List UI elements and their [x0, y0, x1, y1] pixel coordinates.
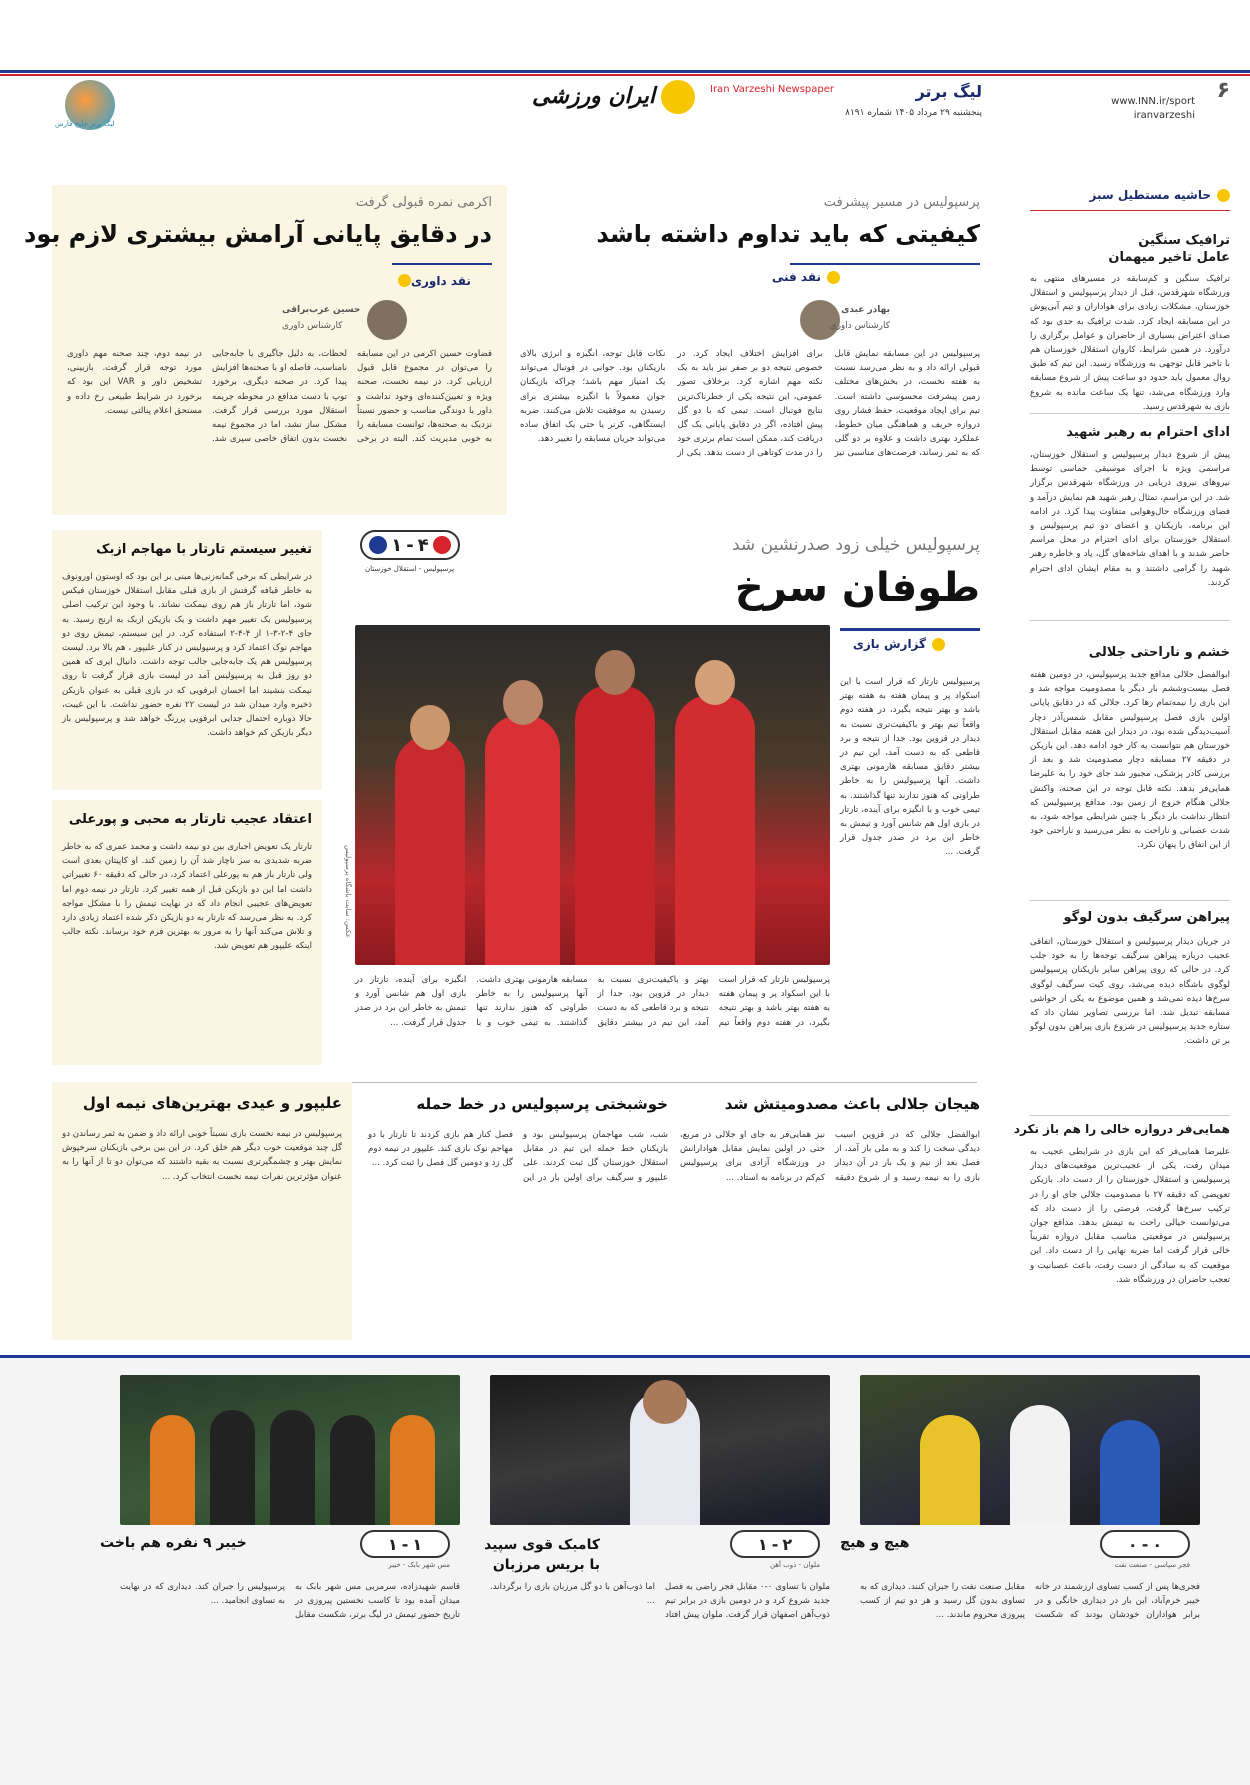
sidebar-label-text: حاشیه مستطیل سبز — [1089, 188, 1211, 202]
match-teams: فجر سپاسی - صنعت نفت — [1114, 1561, 1190, 1569]
sidebar-divider — [1030, 413, 1230, 414]
score-left: ۱ — [757, 1534, 768, 1554]
bottom-article-title: علیپور و عیدی بهترین‌های نیمه اول — [82, 1094, 342, 1112]
header-top-rule — [0, 70, 1250, 73]
match-body: فجری‌ها پس از کسب تساوی ارزشمند در خانه خیبر خرم‌آباد، این بار در دیداری خانگی و در برابر هواداران خودشان بودند که شکست مقابل صنعت نفت را جبران کنند. دیداری که به تساوی بدون گل رسید و هر دو تیم از کسب پیروزی محروم ماندند. ... — [860, 1582, 1200, 1621]
main-story — [330, 525, 980, 1080]
bottom-article-body: پرسپولیس در نیمه نخست بازی نسبتاً خوبی ارائه داد و ضمن به ثمر رساندن دو گل چند موقعیت خوب دیگر هم خلق کرد. در این بین برخی بازیکنان سرخپوش نمایش بهتر و چشمگیرتری نسبت به بقیه داشتند که می‌توان دو تا از آنها را به عنوان مؤثرترین نفرات نیمه نخست انتخاب کرد. ... — [62, 1129, 342, 1182]
score-right: ۱ — [412, 1534, 423, 1554]
article-kicker: پرسپولیس در مسیر پیشرفت — [823, 195, 980, 210]
author-name: بهادر عبدی — [841, 305, 890, 315]
article-label — [772, 270, 840, 284]
article-label-wrap — [392, 270, 471, 289]
bottom-article-title: خوشبختی پرسپولیس در خط حمله — [416, 1095, 668, 1113]
social-handle[interactable]: iranvarzeshi — [1133, 110, 1195, 121]
sidebar-divider — [1030, 1115, 1230, 1116]
main-body-bottom: پرسپولیس تارتار که قرار است با این اسکواد پر و پیمان هفته به هفته بهتر باشد و بهتر نتیجه بگیرد، در هفته دوم واقعاً تیم بهتر و باکیفیت‌تری نسبت به دیدار در قزوین بود. جدا از نتیجه و برد قاطعی که به دست آمد، این تیم در بیشتر دقایق مسابقه هارمونی بهتری داشت. آنها پرسپولیس را به خاطر طراوتی که هنوز ندارند تنها گذاشتند. به تیمی خوب و با انگیزه برای آینده، تارتار در بازی اول هم شانس آورد و تیمش به خاطر این برد در صدر جدول قرار گرفت. ... — [355, 975, 830, 1028]
match-body: ملوان با تساوی ۰-۰ مقابل فجر راضی به فصل جدید شروع کرد و در دومین بازی در برابر تیم ذوب‌آهن اصفهان قرار گرفت. ملوان پیش افتاد اما ذوب‌آهن با دو گل مرزبان بازی را برگرداند. ... — [490, 1582, 830, 1621]
team-crest — [369, 536, 387, 554]
page-number: ۶ — [1216, 78, 1230, 103]
faith-box — [52, 800, 322, 1065]
bottom-article-body: شب، شب مهاجمان پرسپولیس بود و بازیکنان خط حمله این تیم در مقابل استقلال خوزستان گل ثبت کردند. علی علیپور و سرگیف برای اولین بار در این فصل کنار هم بازی کردند تا تارتار با دو مهاجم نوک بازی کند. علیپور در نیمه دوم گل زد و دومین گل فصل را ثبت کرد. ... — [368, 1130, 668, 1183]
sidebar-item-title: خشم و ناراحتی جلالی — [1088, 645, 1230, 660]
main-photo — [355, 625, 830, 965]
match-photo — [120, 1375, 460, 1525]
author-role: کارشناس داوری — [282, 321, 343, 331]
sidebar-item-body: ترافیک سنگین و کم‌سابقه در مسیرهای منتهی به ورزشگاه شهرقدس، قبل از دیدار پرسپولیس و استقلال خوزستان، مشکلات زیادی برای هواداران و تیم آبی‌پوش در این مسابقه ایجاد کرد. شدت ترافیک به حدی بود که صدای اعتراض بسیاری از حاضران و عوامل برگزاری را درآورد. در همین شرایط، کاروان استقلال خوزستان هم با تاخیر قابل توجهی به ورزشگاه رسید. این تیم که طبق روال معمول باید حدود دو ساعت پیش از شروع مسابقه وارد ورزشگاه می‌شد، تنها یک ساعت مانده به شروع بازی به شهرقدس رسید. — [1030, 274, 1230, 412]
player-figure — [485, 715, 560, 965]
player-head — [643, 1380, 687, 1424]
player-head — [595, 650, 635, 695]
label-dot — [827, 271, 840, 284]
sidebar-item-body: پیش از شروع دیدار پرسپولیس و استقلال خوزستان، مراسمی ویژه با اجرای موسیقی حماسی توسط نیروهای نیروی دریایی در ورزشگاه شهرقدس برگزار شد. در این مراسم، تمثال رهبر شهید هم نمایش درآمد و فضای ورزشگاه حال‌وهوایی متفاوت پیدا کرد. در ادامه این برنامه، بازیکنان و اعضای دو تیم پرسپولیس و استقلال خوزستان برای ادای احترام در محل مراسم حاضر شدند و با اهدای شاخه‌های گل، یاد و خاطره رهبر شهید را گرامی داشتند و به مقام ایشان ادای احترام کردند. — [1030, 450, 1230, 588]
article-body: قضاوت حسین اکرمی در این مسابقه را می‌توان در مجموع قابل قبول ارزیابی کرد. در نیمه نخست، صحنه ویژه و تعیین‌کننده‌ای وجود نداشت و داور با دوندگی مناسب و حضور نسبتاً نزدیک به صحنه‌ها، توانست مسابقه را به خوبی مدیریت کند. البته در برخی لحظات، به دلیل جاگیری یا جابه‌جایی نامناسب، فاصله او با صحنه‌ها افزایش پیدا کرد. در صحنه دیگری، برخورد توپ با دست مدافع در محوطه جریمه استقلال مورد بررسی قرار گرفت. مشکل ساز نشد، اما در مجموع نیمه نخست بدون اتفاق خاصی سپری شد. در نیمه دوم، چند صحنه مهم داوری مورد توجه قرار گرفت. بازبینی، تشخیص داور و VAR این بود که برخورد در شرایط طبیعی رخ داده و مستحق اعلام پنالتی نیست. — [67, 349, 492, 445]
sidebar-divider — [1030, 620, 1230, 621]
referee-figure — [270, 1410, 315, 1525]
sponsor-logo — [55, 80, 155, 140]
player-figure — [1100, 1420, 1160, 1525]
match-body: قاسم شهیدزاده، سرمربی مس شهر بابک به میدان آمده بود تا کاسب نخستین پیروزی در تاریخ حضور تیمش در لیگ برتر، شکست مقابل پرسپولیس را جبران کند. دیداری که در نهایت به تساوی انجامید. ... — [120, 1582, 460, 1621]
match-title: کامبک قوی سپید با بریس مرزبان — [484, 1537, 600, 1573]
match-teams: ملوان - ذوب آهن — [769, 1561, 820, 1569]
player-head — [503, 680, 543, 725]
box-body: در شرایطی که برخی گمانه‌زنی‌ها مبنی بر این بود که اوستون اورونوف به خاطر قیافه گرفتش از بازی قبلی مقابل استقلال خوزستان فیکس شود، اما تارتار باز هم روی نیمکت نشاند. با وجود این ترکیب اصلی پرسپولیس یک تغییر مهم داشت و یک بازیکن ازبک به ارنج رسید. به جای ۴-۲-۳-۱ از ۴-۴-۲ استفاده کرد. در این سیستم، تیمش روی دو مهاجم نوک اعتماد کرد و پرسپولیس در کنار علیپور ، هم بالا برد. لیست پرسپولیس هم یک جابه‌جایی جالب توجه داشت. دانیال ایری که همین دو روز قبل به پرسپولیس آمد در لیست بازی قرار گرفت تا روی نیمکت بنشیند اما احسان ابرفویی که در بازی قبلی به عنوان بازیکن ذخیره وارد میدان شد در لیست ۲۲ نفره حضور نداشت. با این غیبت، حالا دوباره احتمال جدایی ابرفویی پررنگ خواهد شد و پرسپولیس باز دیگر بازیکن کم خواهد داشت. — [62, 572, 313, 739]
score-separator: - — [771, 1534, 779, 1554]
author-role: کارشناس داوری — [829, 321, 890, 331]
paper-logo — [530, 80, 695, 120]
sidebar-item-body: در جریان دیدار پرسپولیس و استقلال خوزستان، اتفاقی عجیب درباره پیراهن سرگیف توجه‌ها را به خود جلب کرد. در حالی که روی پیراهن سایر بازیکنان پرسپولیس لوگوی باشگاه دیده می‌شد، روی کیت سرگیف لوگوی سرخ‌ها دیده نمی‌شد و همین موضوع به یکی از حواشی مسابقه تبدیل شد. اما بررسی تصاویر نشان داد که ستاره جدید پرسپولیس در شروع بازی پیراهن بدون لوگو بر تن داشت. — [1030, 937, 1230, 1047]
match-card — [840, 1375, 1200, 1775]
article-kicker: اکرمی نمره قبولی گرفت — [355, 195, 492, 210]
match-photo — [490, 1375, 830, 1525]
main-title: طوفان سرخ — [734, 565, 980, 611]
critic-article-referee — [24, 185, 507, 515]
match-score — [1100, 1530, 1190, 1558]
photo-caption: عکس: سایت باشگاه پرسپولیس — [344, 845, 352, 939]
article-title: کیفیتی که باید تداوم داشته باشد — [596, 220, 980, 248]
match-teams: مس شهر بابک - خیبر — [388, 1561, 450, 1569]
site-link[interactable]: www.INN.ir/sport — [1111, 96, 1195, 107]
score-separator: - — [1141, 1534, 1149, 1554]
logo-sun — [661, 80, 695, 114]
referee-figure — [210, 1410, 255, 1525]
score-separator: - — [401, 1534, 409, 1554]
main-rule — [840, 628, 980, 631]
sidebar — [1013, 180, 1230, 1340]
article-rule — [790, 263, 980, 265]
sidebar-item-title: ادای احترام به رهبر شهید — [1066, 425, 1230, 440]
player-figure — [920, 1415, 980, 1525]
author-avatar — [367, 300, 407, 340]
sidebar-item-body: علیرضا همایی‌فر که این بازی در شرایطی عجیب به میدان رفت، یکی از عجیب‌ترین موقعیت‌های دیدار پرسپولیس و استقلال خوزستان را از دست داد. بازیکن تعویضی که دقیقه ۲۷ با مصدومیت جلالی جای او را در ترکیب سرخ‌ها گرفت، فرصتی را از دست داد که می‌توانست خیالی راحت به تیمش بدهد. مدافع جوان پرسپولیس در موقعیتی مناسب مقابل دروازه تقریباً خالی قرار گرفت اما ضربه نهایی را از دست داد. این موقعیت که به سادگی از دست رفت، باعث عصبانیت و تعجب حاضران در ورزشگاه شد. — [1030, 1147, 1230, 1285]
main-kicker: پرسپولیس خیلی زود صدرنشین شد — [732, 535, 980, 555]
score-right: ۴ — [417, 534, 429, 556]
score-separator: - — [406, 534, 414, 556]
tactic-box — [52, 530, 322, 790]
sidebar-label — [1090, 188, 1231, 202]
match-card — [470, 1375, 830, 1775]
match-title: خیبر ۹ نفره هم باخت — [100, 1535, 247, 1551]
logo-wordmark: ایران ورزشی — [532, 84, 655, 109]
main-score-badge — [360, 530, 460, 560]
score-right: ۰ — [1152, 1534, 1163, 1554]
paper-en-name: Iran Varzeshi Newspaper — [710, 84, 835, 95]
player-figure — [575, 685, 655, 965]
main-label — [853, 637, 945, 651]
match-teams: پرسپولیس - استقلال خوزستان — [365, 565, 455, 573]
sidebar-item-title: پیراهن سرگیف بدون لوگو — [1063, 910, 1230, 925]
player-figure — [675, 695, 755, 965]
bottom-article-body: ابوالفضل جلالی که در قزوین اسیب دیدگی سخت را کند و به ملی باز آمد، از فصل بعد از نیم و یک بار در آن دیدار بازی را به نیمه رسید و از شروع دقیقه نیز همایی‌فر به جای او جلالی در مربع، حتی در اولین نمایش مقابل هوادارانش در ورزشگاه آزادی برای پرسپولیس کم‌کم در برنامه به استاد. ... — [680, 1130, 980, 1183]
match-title: هیچ و هیچ — [840, 1535, 910, 1551]
bottom-article-box — [52, 1082, 352, 1340]
score-left: ۱ — [391, 534, 403, 556]
match-photo — [860, 1375, 1200, 1525]
match-score — [360, 1530, 450, 1558]
team-crest — [433, 536, 451, 554]
article-rule — [392, 263, 492, 265]
box-title: اعتقاد عجیب تارتار به محبی و پورعلی — [68, 812, 312, 827]
player-figure — [1010, 1405, 1070, 1525]
article-label-text: نقد فنی — [771, 270, 821, 284]
label-dot — [398, 274, 411, 287]
label-dot — [932, 638, 945, 651]
score-right: ۲ — [782, 1534, 793, 1554]
article-title: در دقایق پایانی آرامش بیشتری لازم بود — [24, 220, 492, 248]
box-title: تغییر سیستم تارتار با مهاجم ازبک — [96, 542, 312, 557]
referee-figure — [390, 1415, 435, 1525]
header-red-rule — [0, 74, 1250, 76]
sidebar-divider — [1030, 900, 1230, 901]
match-score — [730, 1530, 820, 1558]
sidebar-item-title: ترافیک سنگین عامل تاخیر میهمان — [1108, 233, 1230, 265]
referee-figure — [150, 1415, 195, 1525]
article-label-text: نقد داوری — [411, 274, 471, 288]
score-left: ۰ — [1127, 1534, 1138, 1554]
main-body-col1: پرسپولیس تارتار که قرار است با این اسکواد پر و پیمان هفته به هفته بهتر باشد و بهتر نتیجه بگیرد، در هفته دوم واقعاً تیم بهتر و باکیفیت‌تری نسبت به دیدار در قزوین بود. جدا از نتیجه و برد قاطعی که به دست آمد، این تیم در بیشتر دقایق مسابقه هارمونی بهتری داشت. آنها پرسپولیس را به خاطر طراوتی که هنوز ندارند تنها گذاشتند. به تیمی خوب و با انگیزه برای آینده، تارتار در بازی اول هم شانس آورد و تیمش به خاطر این برد در صدر جدول قرار گرفت. ... — [840, 677, 980, 858]
bottom-article-title: هیجان جلالی باعث مصدومیتش شد — [724, 1095, 980, 1113]
player-head — [695, 660, 735, 705]
author-avatar — [800, 300, 840, 340]
box-body: تارتار یک تعویض اجباری بین دو نیمه داشت و محمد عمری که به خاطر ضربه شدیدی به سر ناچار شد آن را زمین کند. او کاپیتان بعدی است ولی تارتار باز هم به پورعلی اعتماد کرد، در حالی که دقیقه ۶۰ تغییراتی داشت اما این دو بازیکن قبل از همه تغییر کرد. تارتار در نیمه دوم اما تعویض‌های عجیبی انجام داد که در نهایت تیمش را با مشکل مواجه کرد. به نظر می‌رسد که تارتار به دو بازیکن ذکر شده اعتماد زیادی دارد و تلاش می‌کند آنها را به مرور به بهترین فرم خود برساند. نکته جالب اینکه علیپور هم تعویض شد. — [62, 842, 313, 952]
sponsor-caption: لیگ برتر خلیج فارس — [55, 120, 115, 128]
bottom-article — [368, 1090, 668, 1340]
sidebar-label-dot — [1217, 189, 1230, 202]
critic-article-technical — [520, 185, 980, 515]
section-title: لیگ برتر — [915, 82, 982, 101]
article-body: پرسپولیس در این مسابقه نمایش قابل قبولی ارائه داد و به نظر می‌رسد نسبت به هفته نخست، در بخش‌های مختلف زمین پیشرفت محسوسی داشته است. تیم برای ایجاد موقعیت، حفظ فشار روی دروازه حریف و هماهنگی میان خطوط، عملکرد بهتری داشت و علاوه بر دو گلی که به ثمر رساند، فرصت‌های مناسبی نیز برای افزایش اختلاف ایجاد کرد. در خصوص نتیجه دو بر صفر نیز باید به یک نکته مهم اشاره کرد. برخلاف تصور عمومی، این نتیجه یکی از خطرناک‌ترین نتایج فوتبال است. تیمی که با دو گل پیش افتاده، اگر در دقایق پایانی یک گل دریافت کند، ممکن است تمام برتری خود را در مدت کوتاهی از دست بدهد. یکی از نکات قابل توجه، انگیزه و انرژی بالای بازیکنان بود. جوانی در فوتبال می‌تواند یک امتیاز مهم باشد؛ چراکه بازیکنان جوان معمولاً با انگیزه بیشتری برای رسیدن به موفقیت تلاش می‌کنند. ضربه ایستگاهی، کرنر یا حتی یک اتفاق ساده می‌تواند جریان مسابقه را تغییر دهد. — [520, 349, 980, 459]
date-line: پنجشنبه ۲۹ مرداد ۱۴۰۵ شماره ۸۱۹۱ — [845, 108, 982, 118]
referee-figure — [330, 1415, 375, 1525]
header — [0, 0, 1250, 175]
sidebar-rule — [1030, 210, 1230, 211]
author-name: حسین عرب‌براقی — [282, 305, 361, 315]
score-left: ۱ — [387, 1534, 398, 1554]
strip-rule — [0, 1355, 1250, 1358]
match-card — [100, 1375, 460, 1775]
sidebar-item-body: ابوالفضل جلالی مدافع جدید پرسپولیس، در دومین هفته فصل بیست‌وششم بار دیگر با مصدومیت مواجه شد و این بازی را نیمه‌تمام رها کرد. جلالی که در دقایق پایانی اولین بازی فصل پرسپولیس مقابل شمس‌آذر دچار آسیب‌دیدگی شده بود، در دیدار این هفته مقابل استقلال خوزستان هم نتوانست به کار خود ادامه دهد. این بازیکن در دقیقه ۲۷ مسابقه دچار مصدومیت شد و بعد از بررسی کادر پزشکی، مجبور شد جای خود را به علیرضا همایی‌فر بدهد. نکته قابل توجه در این صحنه، واکنش جلالی هنگام خروج از زمین بود. مدافع پرسپولیس که انتظار نداشت بار دیگر با چنین شرایطی مواجه شود، به شدت عصبانی و ناراحت به نظر می‌رسید و ناراحتی خود از این اتفاق را پنهان نکرد. — [1030, 670, 1230, 851]
player-head — [410, 705, 450, 750]
bottom-article — [680, 1090, 980, 1340]
sidebar-item-title: همایی‌فر دروازه خالی را هم باز نکرد — [1013, 1122, 1230, 1136]
player-figure — [395, 735, 465, 965]
main-label-text: گزارش بازی — [852, 637, 926, 651]
